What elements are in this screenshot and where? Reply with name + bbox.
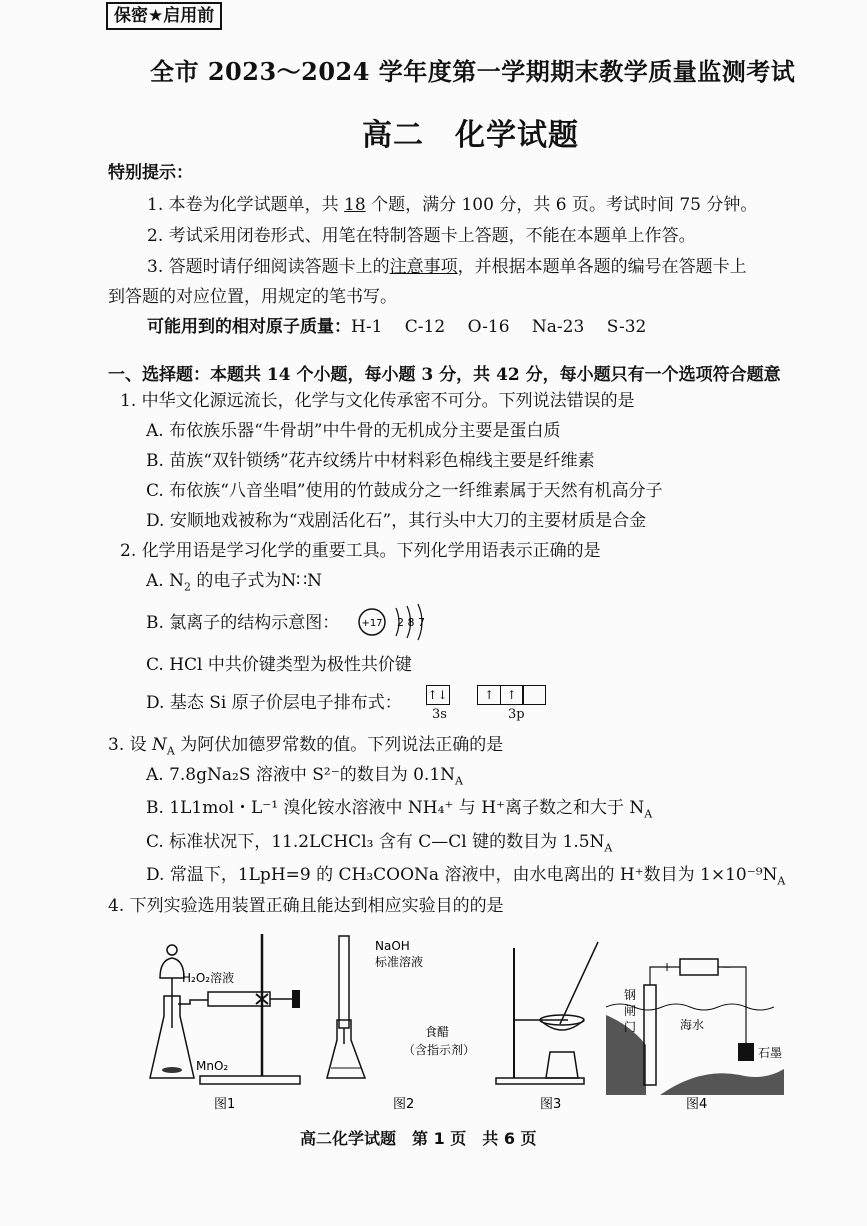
- chloride-ion-diagram: [356, 598, 436, 642]
- notice-item-3-cont: 到答题的对应位置，用规定的笔书写。: [108, 287, 397, 307]
- question-count: 18: [344, 195, 366, 215]
- q3-option-c: C. 标准状况下，11.2LCHCl₃ 含有 C—Cl 键的数目为 $1.5N_A$: [146, 832, 613, 855]
- q3-option-d: D. 常温下，1LpH=9 的 CH₃COONa 溶液中，由水电离出的 H⁺数目为 $1\times 10^{-9}N_A$: [146, 865, 786, 888]
- q4-stem: 4. 下列实验选用装置正确且能达到相应实验目的的是: [108, 896, 504, 916]
- nucleus-charge: +17: [361, 618, 383, 629]
- q2-stem: 2. 化学用语是学习化学的重要工具。下列化学用语表示正确的是: [120, 541, 601, 561]
- orbital-diagram: [427, 684, 546, 705]
- q2-option-c: C. HCl 中共价键类型为极性共价键: [146, 655, 412, 675]
- orbital-3p-box: [522, 685, 546, 705]
- q2-option-d: D. 基态 Si 原子价层电子排布式：: [146, 693, 402, 713]
- atomic-masses: 可能用到的相对原子质量：H-1 C-12 O-16 Na-23 S-32: [147, 317, 647, 337]
- q1-option-d: D. 安顺地戏被称为“戏剧活化石”，其行头中大刀的主要材质是合金: [146, 511, 647, 531]
- shell-electrons: 2 8 7: [397, 616, 425, 629]
- fig2-reagent-line1: NaOH: [375, 939, 410, 953]
- orbital-3p-box: ↑: [477, 685, 501, 705]
- notice-item-2: 2. 考试采用闭卷形式、用笔在特制答题卡上答题，不能在本题单上作答。: [147, 226, 696, 246]
- figure-1-apparatus: [130, 928, 315, 1113]
- q1-stem: 1. 中华文化源远流长，化学与文化传承密不可分。下列说法错误的是: [120, 391, 635, 411]
- confidential-stamp: 保密★启用前: [106, 2, 222, 30]
- q1-option-a: A. 布依族乐器“牛骨胡”中牛骨的无机成分主要是蛋白质: [146, 421, 561, 441]
- orbital-3p-box: ↑: [500, 685, 524, 705]
- fig1-label: 图1: [214, 1097, 236, 1112]
- fig4-plus-sign: +: [662, 960, 673, 974]
- fig3-label: 图3: [540, 1097, 562, 1112]
- fig4-steel-line1: 钢: [624, 988, 637, 1002]
- q1-option-b: B. 苗族“双针锁绣”花卉纹绣片中材料彩色棉线主要是纤维素: [146, 451, 595, 471]
- fig4-graphite: 石墨: [758, 1046, 783, 1060]
- fig4-minus-sign: −: [722, 960, 733, 974]
- exam-title: 全市 2023～2024 学年度第一学期期末教学质量监测考试: [150, 57, 796, 86]
- fig4-seawater: 海水: [680, 1018, 705, 1032]
- page-footer: 高二化学试题 第 1 页 共 6 页: [300, 1129, 537, 1148]
- fig4-steel-line3: 门: [624, 1020, 637, 1034]
- notice-item-3: 3. 答题时请仔细阅读答题卡上的注意事项，并根据本题单各题的编号在答题卡上: [147, 257, 747, 277]
- q3-option-b: B. 1L1mol・L⁻¹ 溴化铵水溶液中 NH₄⁺ 与 H⁺离子数之和大于 $N_A$: [146, 798, 653, 821]
- section-1-heading: 一、选择题：本题共 14 个小题，每小题 3 分，共 42 分，每小题只有一个选项符合题意: [108, 365, 781, 385]
- figure-4-electrochemistry: [600, 955, 790, 1115]
- orbital-3s-label: 3s: [432, 707, 447, 722]
- notice-heading: 特别提示：: [108, 163, 193, 183]
- fig4-steel-line2: 闸: [624, 1004, 637, 1018]
- fig2-sample-line1: 食醋: [425, 1025, 450, 1039]
- q2-option-b: B. 氯离子的结构示意图：: [146, 613, 340, 633]
- q3-option-a: A. 7.8gNa₂S 溶液中 S²⁻的数目为 $0.1N_A$: [146, 765, 463, 788]
- orbital-3p-label: 3p: [508, 707, 525, 722]
- q3-stem: 3. 设 $N_A$ 为阿伏加德罗常数的值。下列说法正确的是: [108, 735, 504, 758]
- orbital-3s-box: ↑↓: [426, 685, 450, 705]
- q2-option-a: A. $N_2$ 的电子式为N∷N: [146, 571, 322, 594]
- fig2-sample-line2: （含指示剂）: [403, 1043, 476, 1057]
- exam-subtitle: 高二 化学试题: [362, 118, 579, 153]
- notice-item-1: 1. 本卷为化学试题单，共 18 个题，满分 100 分，共 6 页。考试时间 75 分钟。: [147, 195, 758, 215]
- fig1-solid: MnO₂: [196, 1059, 229, 1073]
- fig1-reagent: H₂O₂溶液: [182, 971, 235, 985]
- fig2-reagent-line2: 标准溶液: [375, 955, 424, 969]
- fig4-label: 图4: [686, 1097, 708, 1112]
- fig2-label: 图2: [393, 1097, 415, 1112]
- q1-option-c: C. 布依族“八音坐唱”使用的竹鼓成分之一纤维素属于天然有机高分子: [146, 481, 663, 501]
- figure-2-titration: [315, 928, 485, 1113]
- figure-3-evaporation: [490, 928, 610, 1113]
